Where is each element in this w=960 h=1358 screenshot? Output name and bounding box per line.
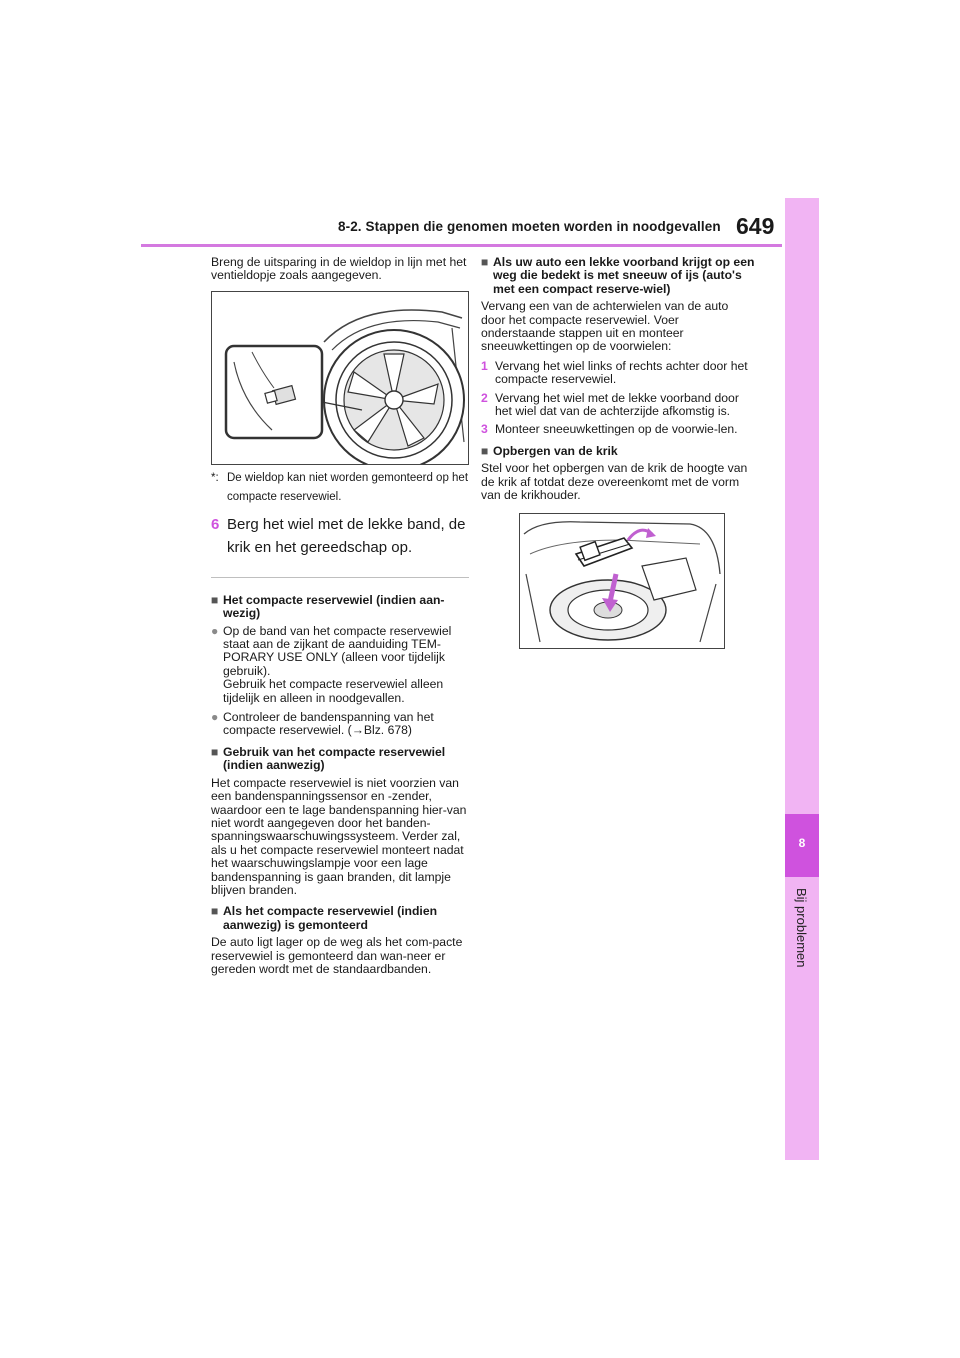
bullet-item xyxy=(211,711,469,738)
heading-text: Als het compacte reservewiel (indien aanwezig) is gemonteerd xyxy=(223,904,438,932)
heading-mounted-compact-spare xyxy=(211,905,469,932)
footnote-marker: *: xyxy=(211,471,219,484)
step-number: 1 xyxy=(481,358,488,373)
heading-square-icon: ■ xyxy=(211,744,219,759)
figure-note xyxy=(211,469,469,507)
step-text: Monteer sneeuwkettingen op de voorwie-len. xyxy=(495,422,738,437)
section-title: 8-2. Stappen die genomen moeten worden in noodgevallen xyxy=(338,219,721,234)
step-number: 6 xyxy=(211,515,220,533)
heading-store-jack xyxy=(481,445,756,458)
jack-storage-figure xyxy=(519,513,725,649)
step-number: 2 xyxy=(481,390,488,405)
figure-note-text: De wieldop kan niet worden gemonteerd op het compacte reservewiel. xyxy=(227,471,469,503)
step-text: Berg het wiel met de lekke band, de krik en het gereedschap op. xyxy=(227,515,466,556)
wheel-cap-illustration xyxy=(212,292,468,464)
heading-snow-flat xyxy=(481,256,756,296)
body-paragraph: De auto ligt lager op de weg als het com-pacte reservewiel is gemonteerd dan wan-neer er gereden wordt met de standaardbanden. xyxy=(211,935,463,976)
section-divider xyxy=(211,577,469,578)
bullet-dot-icon: ● xyxy=(211,623,219,638)
left-column xyxy=(211,256,469,982)
heading-use-compact-spare xyxy=(211,746,469,773)
chapter-tab xyxy=(785,198,819,1160)
bullet-text: Controleer de bandenspanning van het compacte reservewiel. (→Blz. 678) xyxy=(223,710,434,738)
step-item xyxy=(481,360,756,387)
heading-compact-spare xyxy=(211,594,469,621)
step-item xyxy=(481,423,756,436)
step-number: 3 xyxy=(481,422,488,437)
heading-text: Als uw auto een lekke voorband krijgt op een weg die bedekt is met sneeuw of ijs (auto's met een compact reserve-wiel) xyxy=(493,255,755,296)
header-rule xyxy=(141,244,782,247)
jack-storage-illustration xyxy=(520,514,724,648)
step-text: Vervang het wiel links of rechts achter door het compacte reservewiel. xyxy=(495,358,748,387)
page-number: 649 xyxy=(736,213,775,239)
right-column xyxy=(481,256,756,649)
heading-text: Opbergen van de krik xyxy=(493,443,618,458)
bullet-dot-icon: ● xyxy=(211,710,219,725)
chapter-number: 8 xyxy=(798,836,806,850)
heading-square-icon: ■ xyxy=(481,255,489,269)
heading-square-icon: ■ xyxy=(211,904,219,919)
heading-square-icon: ■ xyxy=(481,443,489,458)
step-6 xyxy=(211,513,469,559)
step-item xyxy=(481,392,756,419)
body-paragraph: Het compacte reservewiel is niet voorzien van een bandenspanningssensor en -zender, waardoor een te lage bandenspanning hier-van niet wordt aangegeven door het banden-spanningswaarschuwingssysteem. Verder zal, als u het compacte reservewiel monteert nadat het waarschuwingslampje voor een lage bandenspanning is gaan branden, dit lampje blijven branden. xyxy=(211,775,467,897)
chapter-label: Bij problemen xyxy=(794,888,809,968)
heading-square-icon: ■ xyxy=(211,592,219,607)
bullet-item xyxy=(211,625,469,705)
intro-paragraph: Breng de uitsparing in de wieldop in lijn met het ventieldopje zoals aangegeven. xyxy=(211,255,467,283)
body-paragraph: Stel voor het opbergen van de krik de hoogte van de krik af totdat deze overeenkomt met de vorm van de krikhouder. xyxy=(481,461,748,503)
heading-text: Gebruik van het compacte reservewiel (indien aanwezig) xyxy=(223,744,446,773)
wheel-cap-figure xyxy=(211,291,469,465)
heading-text: Het compacte reservewiel (indien aan-wezig) xyxy=(223,592,445,621)
bullet-text: Op de band van het compacte reservewiel staat aan de zijkant de aanduiding TEM-PORARY USE ONLY (alleen voor tijdelijk gebruik). Gebruik het compacte reservewiel alleen tijdelijk en alleen in noodgevallen. xyxy=(223,623,452,705)
step-text: Vervang het wiel met de lekke voorband door het wiel dat van de achterzijde afkomstig is. xyxy=(495,390,739,419)
body-paragraph: Vervang een van de achterwielen van de auto door het compacte reservewiel. Voer onderstaande stappen uit en monteer sneeuwkettingen op de voorwielen: xyxy=(481,299,729,354)
